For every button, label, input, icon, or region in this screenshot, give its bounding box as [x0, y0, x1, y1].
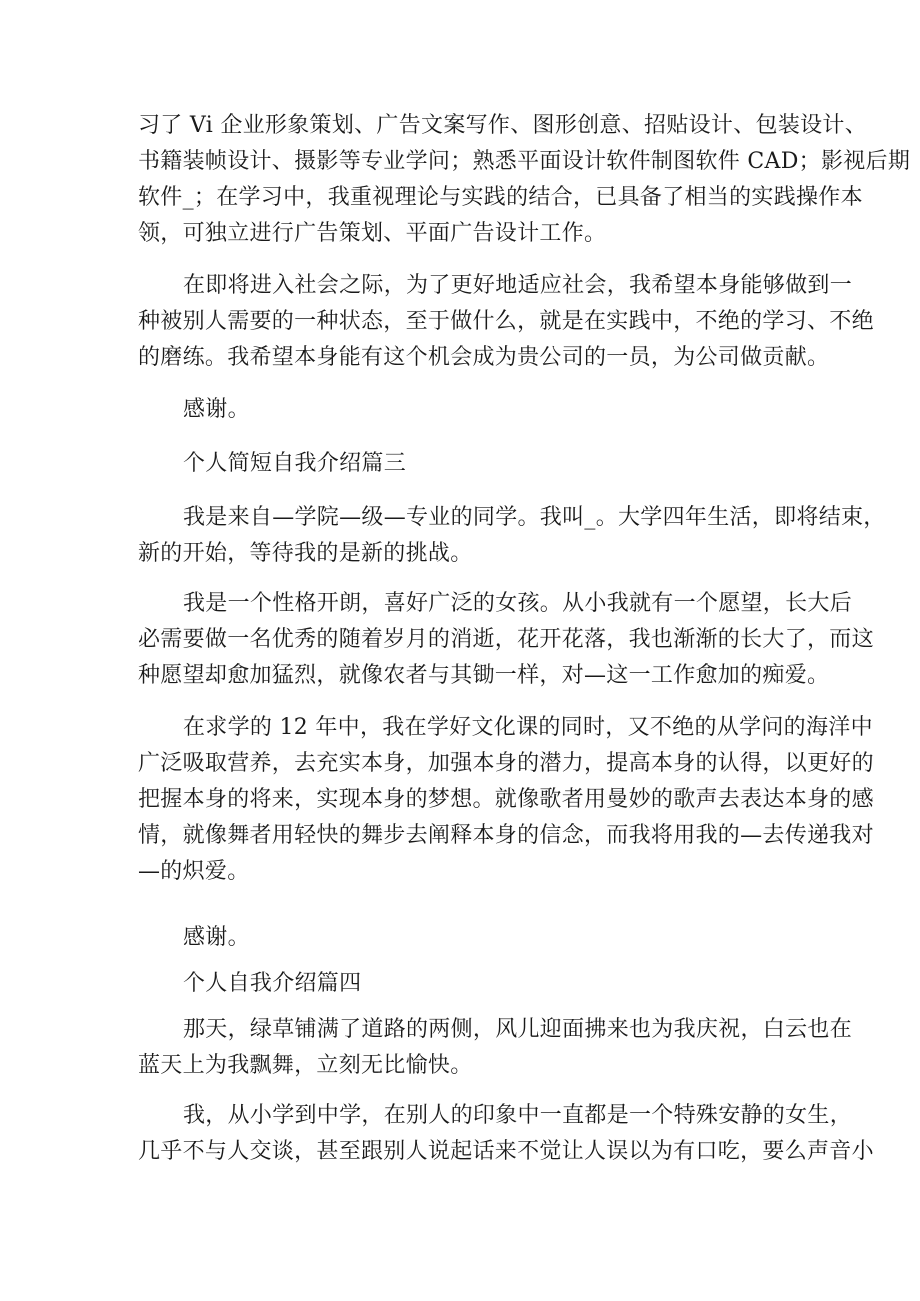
- text-line: 把握本身的将来，实现本身的梦想。就像歌者用曼妙的歌声去表达本身的感: [138, 787, 874, 812]
- section-heading-3: 个人简短自我介绍篇三: [183, 451, 407, 476]
- paragraph-aspiration: [138, 268, 874, 376]
- paragraph-study: [138, 710, 874, 890]
- thanks-text: 感谢。: [183, 925, 250, 950]
- text-line: 我是一个性格开朗，喜好广泛的女孩。从小我就有一个愿望，长大后: [183, 591, 853, 616]
- text-line: 习了 Vi 企业形象策划、广告文案写作、图形创意、招贴设计、包装设计、: [138, 113, 868, 138]
- text-line: 种愿望却愈加猛烈，就像农者与其锄一样，对—这一工作愈加的痴爱。: [138, 663, 830, 688]
- text-line: 的磨练。我希望本身能有这个机会成为贵公司的一员，为公司做贡献。: [138, 345, 830, 370]
- paragraph-skills: [138, 108, 911, 252]
- section-heading-4: 个人自我介绍篇四: [183, 971, 362, 996]
- text-line: —的炽爱。: [138, 859, 250, 884]
- paragraph-childhood: [138, 1098, 874, 1170]
- text-line: 在即将进入社会之际，为了更好地适应社会，我希望本身能够做到一: [183, 273, 853, 298]
- text-line: 那天，绿草铺满了道路的两侧，风儿迎面拂来也为我庆祝，白云也在: [183, 1017, 853, 1042]
- text-line: 种被别人需要的一种状态，至于做什么，就是在实践中，不绝的学习、不绝: [138, 309, 874, 334]
- text-line: 书籍装帧设计、摄影等专业学问；熟悉平面设计软件制图软件 CAD；影视后期: [138, 149, 911, 174]
- text-line: 必需要做一名优秀的随着岁月的消逝，花开花落，我也渐渐的长大了，而这: [138, 627, 874, 652]
- paragraph-personality: [138, 586, 874, 694]
- paragraph-intro: [138, 500, 886, 572]
- text-line: 我是来自—学院—级—专业的同学。我叫_。大学四年生活，即将结束，: [183, 505, 886, 530]
- text-line: 广泛吸取营养，去充实本身，加强本身的潜力，提高本身的认得，以更好的: [138, 751, 874, 776]
- text-line: 蓝天上为我飘舞，立刻无比愉快。: [138, 1053, 473, 1078]
- text-line: 新的开始，等待我的是新的挑战。: [138, 541, 473, 566]
- paragraph-day: [138, 1012, 853, 1084]
- text-line: 我，从小学到中学，在别人的印象中一直都是一个特殊安静的女生，: [183, 1103, 853, 1128]
- text-line: 情，就像舞者用轻快的舞步去阐释本身的信念，而我将用我的—去传递我对: [138, 823, 874, 848]
- text-line: 在求学的 12 年中，我在学好文化课的同时，又不绝的从学问的海洋中: [183, 715, 873, 740]
- thanks-text: 感谢。: [183, 397, 250, 422]
- text-line: 几乎不与人交谈，甚至跟别人说起话来不觉让人误以为有口吃，要么声音小: [138, 1139, 874, 1164]
- text-line: 软件_；在学习中，我重视理论与实践的结合，已具备了相当的实践操作本: [138, 185, 863, 210]
- text-line: 领，可独立进行广告策划、平面广告设计工作。: [138, 221, 607, 246]
